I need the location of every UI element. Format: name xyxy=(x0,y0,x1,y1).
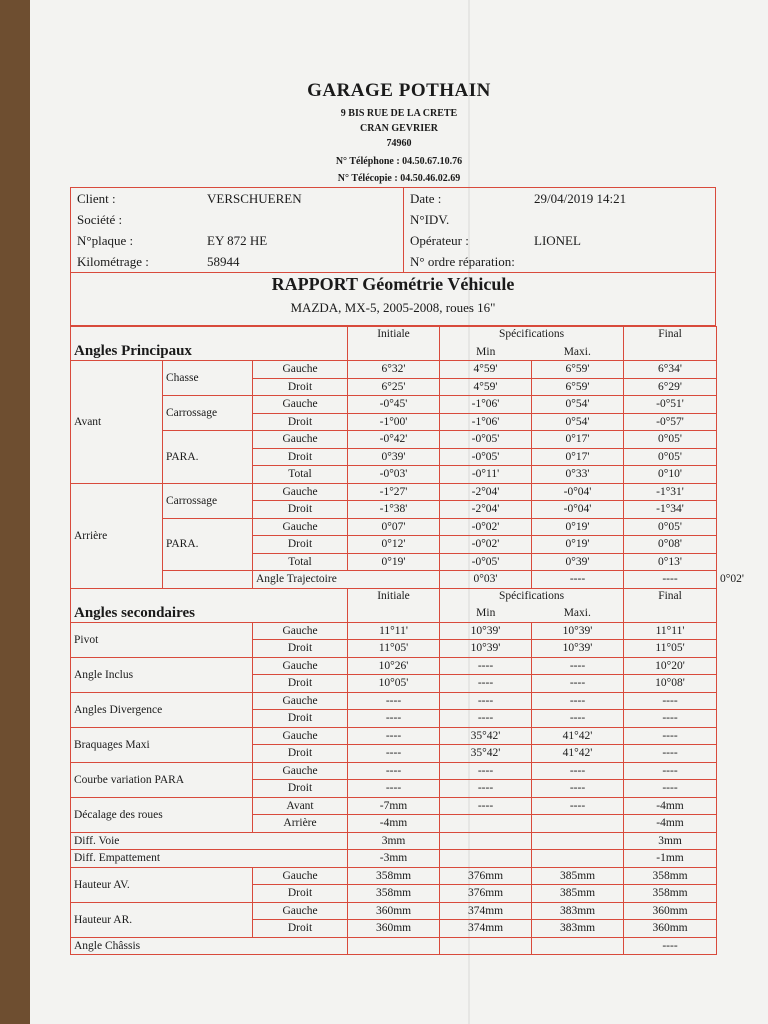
value-cell: 6°59' xyxy=(532,378,624,396)
value-cell: 0°03' xyxy=(440,571,532,589)
value-cell: 4°59' xyxy=(440,361,532,379)
hauteur-ar-label: Hauteur AR. xyxy=(71,902,253,937)
group-avant: Avant xyxy=(71,361,163,484)
table-row xyxy=(71,902,717,920)
value-cell: ---- xyxy=(532,710,624,728)
side-label: Gauche xyxy=(253,396,348,414)
floor-background xyxy=(0,0,32,1024)
value-cell: ---- xyxy=(348,745,440,763)
value-cell: ---- xyxy=(348,727,440,745)
value-cell: ---- xyxy=(440,692,532,710)
km-value: 58944 xyxy=(201,251,404,273)
value-cell: ---- xyxy=(624,937,717,955)
value-cell: 4°59' xyxy=(440,378,532,396)
table-row xyxy=(71,692,717,710)
garage-header xyxy=(30,80,768,187)
value-cell: 0°19' xyxy=(532,518,624,536)
value-cell: 0°19' xyxy=(348,553,440,571)
value-cell: 6°59' xyxy=(532,361,624,379)
value-cell: ---- xyxy=(624,692,717,710)
side-label: Droit xyxy=(253,501,348,519)
value-cell xyxy=(532,815,624,833)
value-cell: -4mm xyxy=(624,815,717,833)
value-cell: -1°34' xyxy=(624,501,717,519)
address-line-2: CRAN GEVRIER xyxy=(359,123,439,134)
side-label: Droit xyxy=(253,780,348,798)
value-cell: -3mm xyxy=(348,850,440,868)
value-cell: 0°39' xyxy=(532,553,624,571)
value-cell: 385mm xyxy=(532,867,624,885)
value-cell: ---- xyxy=(440,780,532,798)
vehicle-model: MAZDA, MX-5, 2005-2008, roues 16" xyxy=(290,300,496,315)
value-cell: ---- xyxy=(348,762,440,780)
inclus-label: Angle Inclus xyxy=(71,657,253,692)
value-cell: ---- xyxy=(624,780,717,798)
sub-carrossage-ar: Carrossage xyxy=(163,483,253,518)
side-label: Droit xyxy=(253,885,348,903)
value-cell: -0°03' xyxy=(348,466,440,484)
value-cell: ---- xyxy=(532,692,624,710)
value-cell: 0°13' xyxy=(624,553,717,571)
value-cell: -0°11' xyxy=(440,466,532,484)
value-cell: 35°42' xyxy=(440,745,532,763)
paper-sheet xyxy=(30,0,768,1024)
value-cell xyxy=(532,832,624,850)
side-label: Gauche xyxy=(253,727,348,745)
value-cell: -0°04' xyxy=(532,501,624,519)
value-cell: -1°31' xyxy=(624,483,717,501)
value-cell: 10°08' xyxy=(624,675,717,693)
value-cell: 0°05' xyxy=(624,518,717,536)
value-cell: 10°39' xyxy=(532,640,624,658)
value-cell: ---- xyxy=(348,692,440,710)
value-cell: -1°00' xyxy=(348,413,440,431)
value-cell: 11°05' xyxy=(348,640,440,658)
table-row xyxy=(71,727,717,745)
side-label: Gauche xyxy=(253,867,348,885)
value-cell: 10°39' xyxy=(440,622,532,640)
sub-chasse: Chasse xyxy=(163,361,253,396)
side-label: Arrière xyxy=(253,815,348,833)
sub-para-av: PARA. xyxy=(163,431,253,484)
value-cell: -0°05' xyxy=(440,553,532,571)
side-label: Droit xyxy=(253,920,348,938)
side-label: Droit xyxy=(253,640,348,658)
value-cell: ---- xyxy=(624,710,717,728)
pivot-label: Pivot xyxy=(71,622,253,657)
table-row xyxy=(71,937,717,955)
value-cell: 383mm xyxy=(532,902,624,920)
geometry-table xyxy=(70,326,744,955)
side-label: Droit xyxy=(253,710,348,728)
value-cell: -1°06' xyxy=(440,396,532,414)
table-row xyxy=(71,797,717,815)
garage-name: GARAGE POTHAIN xyxy=(307,80,491,101)
value-cell: ---- xyxy=(440,675,532,693)
value-cell xyxy=(440,850,532,868)
final-header: Final xyxy=(624,588,717,622)
value-cell: 383mm xyxy=(532,920,624,938)
ordre-label: N° ordre réparation: xyxy=(410,253,515,269)
operateur-value: LIONEL xyxy=(534,232,581,248)
value-cell: ---- xyxy=(532,675,624,693)
side-label: Droit xyxy=(253,448,348,466)
principal-title: Angles Principaux xyxy=(71,327,348,361)
table-row xyxy=(71,431,717,449)
maxi-header: Maxi. xyxy=(532,605,624,622)
value-cell xyxy=(440,937,532,955)
value-cell: 11°11' xyxy=(348,622,440,640)
value-cell xyxy=(440,815,532,833)
value-cell: ---- xyxy=(532,780,624,798)
principal-header-row xyxy=(71,327,717,344)
final-header: Final xyxy=(624,327,717,361)
value-cell: -1°06' xyxy=(440,413,532,431)
value-cell: ---- xyxy=(532,571,624,589)
divergence-label: Angles Divergence xyxy=(71,692,253,727)
value-cell: 358mm xyxy=(624,885,717,903)
societe-value xyxy=(201,209,404,230)
value-cell: 0°54' xyxy=(532,413,624,431)
report-title: RAPPORT Géométrie Véhicule xyxy=(271,274,515,294)
value-cell: 0°54' xyxy=(532,396,624,414)
value-cell: ---- xyxy=(348,710,440,728)
value-cell: 358mm xyxy=(624,867,717,885)
value-cell: ---- xyxy=(624,571,717,589)
value-cell: -0°57' xyxy=(624,413,717,431)
side-label: Gauche xyxy=(253,518,348,536)
value-cell: -0°45' xyxy=(348,396,440,414)
min-header: Min xyxy=(440,605,532,622)
value-cell: 6°29' xyxy=(624,378,717,396)
km-label: Kilométrage : xyxy=(77,253,149,269)
specs-header: Spécifications xyxy=(440,588,624,605)
value-cell: -0°05' xyxy=(440,448,532,466)
date-label: Date : xyxy=(410,190,442,206)
value-cell: -4mm xyxy=(624,797,717,815)
value-cell: 10°26' xyxy=(348,657,440,675)
value-cell: 385mm xyxy=(532,885,624,903)
telephone: N° Téléphone : 04.50.67.10.76 xyxy=(335,156,463,167)
braquages-label: Braquages Maxi xyxy=(71,727,253,762)
table-row xyxy=(71,867,717,885)
side-label: Gauche xyxy=(253,692,348,710)
value-cell: 0°39' xyxy=(348,448,440,466)
client-label: Client : xyxy=(77,190,116,206)
side-label: Droit xyxy=(253,378,348,396)
value-cell: 0°12' xyxy=(348,536,440,554)
value-cell: ---- xyxy=(440,797,532,815)
plaque-value: EY 872 HE xyxy=(201,230,404,251)
side-label: Droit xyxy=(253,745,348,763)
value-cell: 360mm xyxy=(348,920,440,938)
value-cell: 3mm xyxy=(624,832,717,850)
value-cell: 374mm xyxy=(440,902,532,920)
idv-label: N°IDV. xyxy=(410,211,450,227)
side-label: Total xyxy=(253,553,348,571)
value-cell: 11°05' xyxy=(624,640,717,658)
value-cell: 374mm xyxy=(440,920,532,938)
value-cell: 360mm xyxy=(624,902,717,920)
value-cell: -0°05' xyxy=(440,431,532,449)
side-label: Avant xyxy=(253,797,348,815)
value-cell: ---- xyxy=(624,727,717,745)
value-cell: -2°04' xyxy=(440,501,532,519)
side-label: Gauche xyxy=(253,483,348,501)
side-label: Gauche xyxy=(253,361,348,379)
postcode: 74960 xyxy=(386,138,412,149)
address-line-1: 9 BIS RUE DE LA CRETE xyxy=(340,108,458,119)
value-cell: 0°17' xyxy=(532,448,624,466)
sub-carrossage-av: Carrossage xyxy=(163,396,253,431)
value-cell: -0°02' xyxy=(440,536,532,554)
specs-header: Spécifications xyxy=(440,327,624,344)
side-label: Gauche xyxy=(253,657,348,675)
initiale-header: Initiale xyxy=(348,588,440,622)
value-cell: 358mm xyxy=(348,885,440,903)
date-value: 29/04/2019 14:21 xyxy=(534,190,627,206)
trajectoire-label: Angle Trajectoire xyxy=(253,571,440,589)
value-cell: -7mm xyxy=(348,797,440,815)
side-label: Gauche xyxy=(253,902,348,920)
value-cell: 376mm xyxy=(440,885,532,903)
table-row xyxy=(71,622,717,640)
value-cell: -1mm xyxy=(624,850,717,868)
value-cell: -4mm xyxy=(348,815,440,833)
value-cell: -0°42' xyxy=(348,431,440,449)
value-cell: -0°04' xyxy=(532,483,624,501)
table-row xyxy=(71,850,717,868)
initiale-header: Initiale xyxy=(348,327,440,361)
side-label: Total xyxy=(253,466,348,484)
group-arriere: Arrière xyxy=(71,483,163,588)
value-cell: ---- xyxy=(532,797,624,815)
value-cell: 0°07' xyxy=(348,518,440,536)
plaque-label: N°plaque : xyxy=(77,232,134,248)
value-cell: 6°32' xyxy=(348,361,440,379)
client-value: VERSCHUEREN xyxy=(201,188,404,210)
table-row xyxy=(71,832,717,850)
table-row xyxy=(71,361,717,379)
table-row xyxy=(71,518,717,536)
min-header: Min xyxy=(440,344,532,361)
value-cell: ---- xyxy=(348,780,440,798)
diff-emp-label: Diff. Empattement xyxy=(71,850,348,868)
chassis-label: Angle Châssis xyxy=(71,937,348,955)
value-cell: 0°05' xyxy=(624,431,717,449)
value-cell xyxy=(348,937,440,955)
value-cell: 0°08' xyxy=(624,536,717,554)
value-cell: -0°51' xyxy=(624,396,717,414)
value-cell: 10°39' xyxy=(440,640,532,658)
secondary-title: Angles secondaires xyxy=(71,588,348,622)
value-cell: 11°11' xyxy=(624,622,717,640)
value-cell: 0°10' xyxy=(624,466,717,484)
value-cell: 376mm xyxy=(440,867,532,885)
value-cell: 10°20' xyxy=(624,657,717,675)
operateur-label: Opérateur : xyxy=(410,232,469,248)
value-cell: 360mm xyxy=(624,920,717,938)
value-cell xyxy=(532,937,624,955)
value-cell: 41°42' xyxy=(532,727,624,745)
value-cell xyxy=(532,850,624,868)
value-cell: 10°39' xyxy=(532,622,624,640)
table-row xyxy=(71,657,717,675)
side-label: Gauche xyxy=(253,431,348,449)
side-label: Droit xyxy=(253,413,348,431)
secondary-header-row xyxy=(71,588,717,605)
value-cell: ---- xyxy=(532,762,624,780)
courbe-label: Courbe variation PARA xyxy=(71,762,253,797)
value-cell: 0°19' xyxy=(532,536,624,554)
value-cell: 0°05' xyxy=(624,448,717,466)
side-label: Droit xyxy=(253,675,348,693)
value-cell: ---- xyxy=(532,657,624,675)
table-row xyxy=(71,762,717,780)
table-row xyxy=(71,396,717,414)
value-cell: 360mm xyxy=(348,902,440,920)
value-cell: 3mm xyxy=(348,832,440,850)
diff-voie-label: Diff. Voie xyxy=(71,832,348,850)
table-row: Angle Trajectoire 0°03' ---- ---- 0°02' xyxy=(71,571,717,589)
value-cell: -1°38' xyxy=(348,501,440,519)
value-cell: -2°04' xyxy=(440,483,532,501)
value-cell: 35°42' xyxy=(440,727,532,745)
fax: N° Télécopie : 04.50.46.02.69 xyxy=(337,173,461,184)
value-cell: -0°02' xyxy=(440,518,532,536)
value-cell xyxy=(440,832,532,850)
value-cell: ---- xyxy=(624,745,717,763)
client-info-table xyxy=(70,187,716,273)
value-cell: ---- xyxy=(440,657,532,675)
value-cell: 0°17' xyxy=(532,431,624,449)
value-cell: ---- xyxy=(440,710,532,728)
value-cell: ---- xyxy=(440,762,532,780)
idv-value xyxy=(528,209,716,230)
value-cell: 0°33' xyxy=(532,466,624,484)
value-cell: ---- xyxy=(624,762,717,780)
blank-cell xyxy=(163,571,253,589)
side-label: Droit xyxy=(253,536,348,554)
side-label: Gauche xyxy=(253,622,348,640)
value-cell: 358mm xyxy=(348,867,440,885)
societe-label: Société : xyxy=(77,211,123,227)
value-cell: 6°25' xyxy=(348,378,440,396)
value-cell: -1°27' xyxy=(348,483,440,501)
report-title-box xyxy=(70,272,716,326)
value-cell: 10°05' xyxy=(348,675,440,693)
table-row xyxy=(71,483,717,501)
value-cell: 41°42' xyxy=(532,745,624,763)
side-label: Gauche xyxy=(253,762,348,780)
maxi-header: Maxi. xyxy=(532,344,624,361)
decalage-label: Décalage des roues xyxy=(71,797,253,832)
value-cell: 6°34' xyxy=(624,361,717,379)
hauteur-av-label: Hauteur AV. xyxy=(71,867,253,902)
sub-para-ar: PARA. xyxy=(163,518,253,571)
